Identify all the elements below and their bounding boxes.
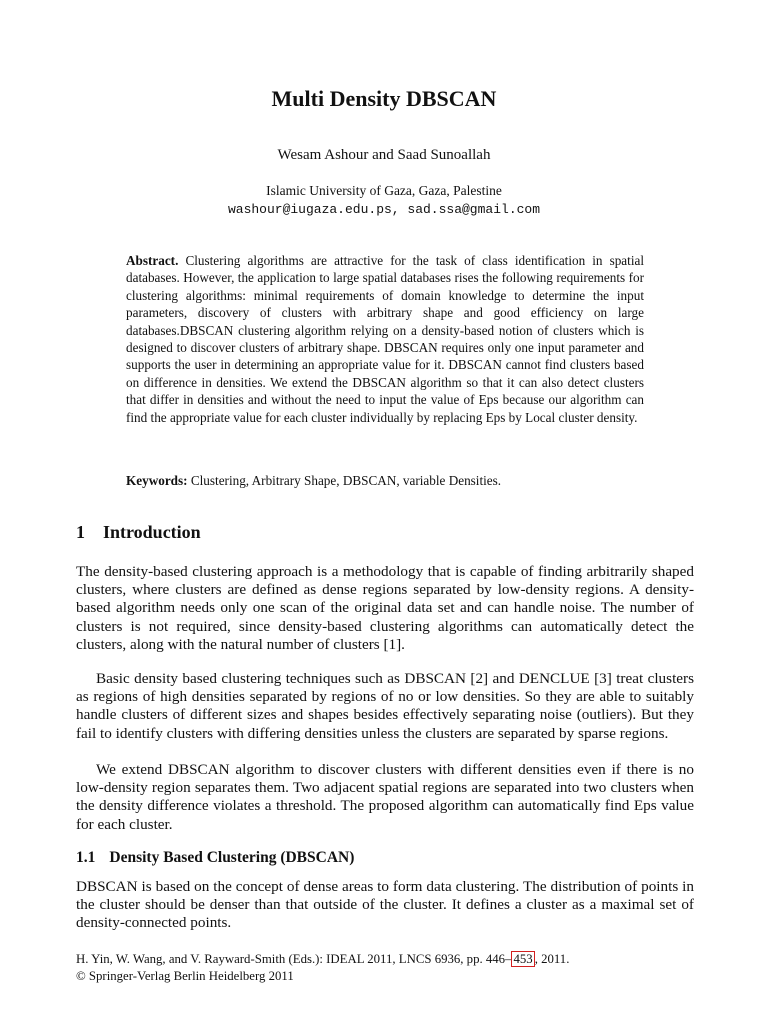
citation-line <box>76 951 696 968</box>
dbscan-paragraph: DBSCAN is based on the concept of dense areas to form data clustering. The distribution of points in the cluster should be denser than that outside of the cluster. It defines a cluster as a maximal set of density-connected points. <box>76 878 694 932</box>
intro-paragraph-1: The density-based clustering approach is a methodology that is capable of finding arbitrarily shaped clusters, where clusters are defined as dense regions separated by low-density regions. A density-based algorithm needs only one scan of the original data set and can handle noise. The number of clusters is not required, since density-based clustering algorithms can automatically detect the clusters, along with the natural number of clusters [1]. <box>76 563 694 653</box>
section-title: Introduction <box>103 522 201 542</box>
authors-line: Wesam Ashour and Saad Sunoallah <box>277 147 491 163</box>
keywords-text: Clustering, Arbitrary Shape, DBSCAN, variable Densities. <box>190 473 502 488</box>
keywords-block <box>126 472 644 489</box>
copyright-line: © Springer-Verlag Berlin Heidelberg 2011 <box>76 969 294 983</box>
abstract-block <box>126 252 644 426</box>
abstract-label: Abstract. <box>126 253 179 268</box>
abstract-text: Clustering algorithms are attractive for the task of class identification in spatial databases. However, the application to large spatial databases rises the following requirements for clustering algorithms: minimal requirements of domain knowledge to determine the input parameters, discovery of clusters with arbitrary shape and good efficiency on large databases.DBSCAN clustering algorithm relying on a density-based notion of clusters which is designed to discover clusters of arbitrary shape. DBSCAN requires only one input parameter and supports the user in determining an appropriate value for it. DBSCAN cannot find clusters based on difference in densities. We extend the DBSCAN algorithm so that it can also detect clusters that differ in densities and without the need to input the value of Eps because our algorithm can find the appropriate value for each cluster individually by replacing Eps by Local cluster density. <box>126 253 645 425</box>
keywords-label: Keywords: <box>126 473 188 488</box>
subsection-heading-dbscan <box>76 849 354 867</box>
citation-prefix: H. Yin, W. Wang, and V. Rayward-Smith (Eds.): IDEAL 2011, LNCS 6936, pp. 446– <box>76 952 512 966</box>
citation-footer <box>76 951 696 985</box>
intro-paragraph-3: We extend DBSCAN algorithm to discover clusters with different densities even if there is no low-density region separates them. Two adjacent spatial regions are separated into two clusters when the density difference violates a threshold. The proposed algorithm can automatically find Eps value for each cluster. <box>76 761 694 833</box>
author-emails: washour@iugaza.edu.ps, sad.ssa@gmail.com <box>227 202 541 217</box>
intro-paragraph-2: Basic density based clustering techniques such as DBSCAN [2] and DENCLUE [3] treat clusters as regions of high densities separated by regions of no or low densities. So they are able to suitably handle clusters of different sizes and shapes besides effectively separating noise (outliers). But they fail to identify clusters with differing densities unless the clusters are separated by sparse regions. <box>76 670 694 742</box>
citation-suffix: , 2011. <box>534 952 570 966</box>
section-number: 1 <box>76 522 85 542</box>
section-heading-introduction <box>76 522 201 543</box>
subsection-number: 1.1 <box>76 849 96 866</box>
subsection-title: Density Based Clustering (DBSCAN) <box>109 849 355 866</box>
page-range-link[interactable]: 453 <box>513 952 533 966</box>
paper-title: Multi Density DBSCAN <box>271 86 497 111</box>
affiliation-line: Islamic University of Gaza, Gaza, Palestine <box>266 183 502 198</box>
